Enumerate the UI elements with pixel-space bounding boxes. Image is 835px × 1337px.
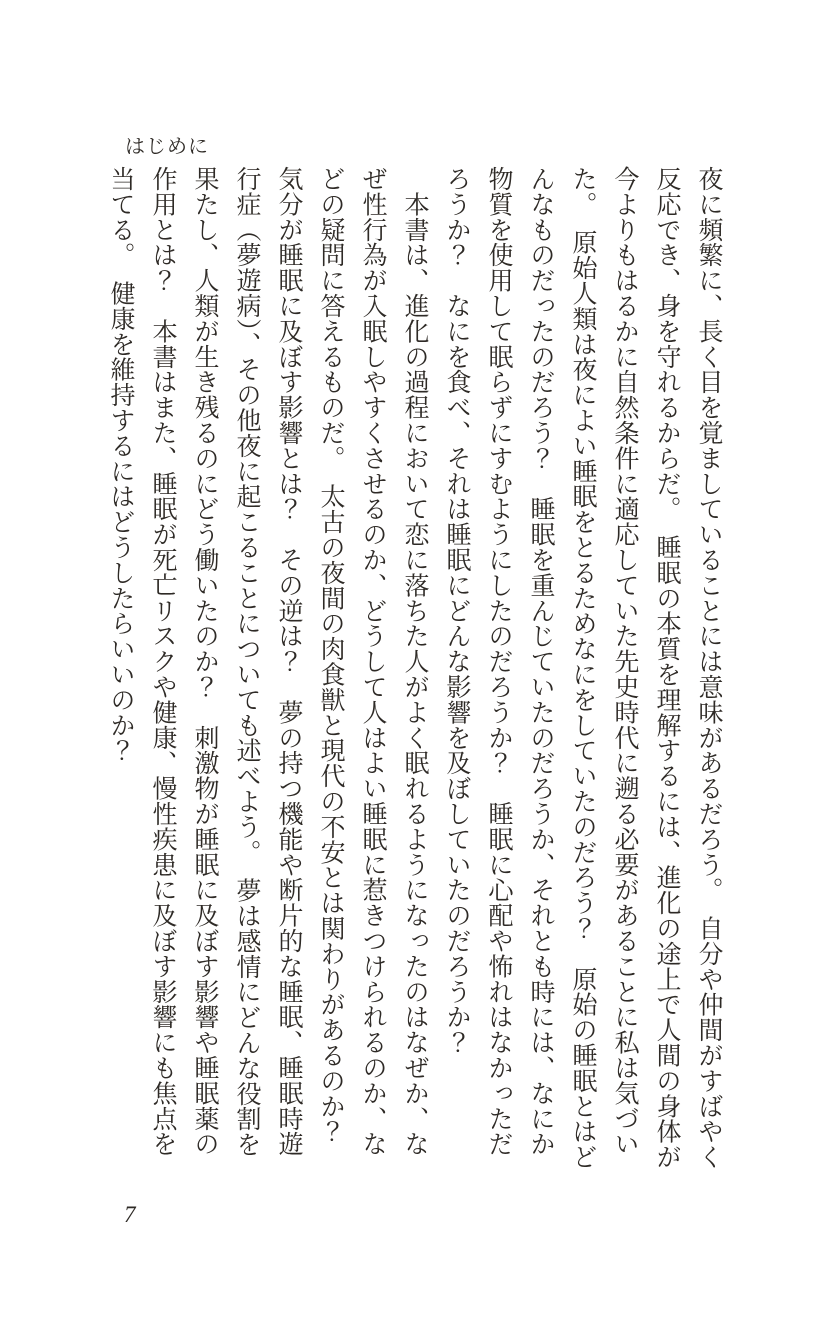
body-text-block — [99, 166, 729, 1196]
text-line: 本書は、進化の過程において恋に落ちた人がよく眠れるようになったのはなぜか、な — [401, 166, 428, 1157]
text-line: 物質を使用して眠らずにすむようにしたのだろうか？ 睡眠に心配や怖れはなかっただ — [485, 166, 512, 1157]
text-line: 果たし、人類が生き残るのにどう働いたのか？ 刺激物が睡眠に及ぼす影響や睡眠薬の — [191, 166, 218, 1157]
text-line: ろうか？ なにを食べ、それは睡眠にどんな影響を及ぼしていたのだろうか？ — [443, 166, 470, 1055]
text-line: 気分が睡眠に及ぼす影響とは？ その逆は？ 夢の持つ機能や断片的な睡眠、睡眠時遊 — [275, 166, 302, 1157]
text-line: どの疑問に答えるものだ。 太古の夜間の肉食獣と現代の不安とは関わりがあるのか？ — [317, 166, 344, 1145]
text-line: 反応でき、身を守れるからだ。 睡眠の本質を理解するには、進化の途上で人間の身体が — [653, 166, 680, 1170]
text-line: ぜ性行為が入眠しやすくさせるのか、どうして人はよい睡眠に惹きつけられるのか、な — [359, 166, 386, 1157]
text-line: 当てる。 健康を維持するにはどうしたらいいのか？ — [107, 166, 134, 764]
page-number: 7 — [124, 1202, 136, 1227]
text-line: 作用とは？ 本書はまた、睡眠が死亡リスクや健康、慢性疾患に及ぼす影響にも焦点を — [149, 166, 176, 1157]
text-line: 夜に頻繁に、長く目を覚ましていることには意味があるだろう。 自分や仲間がすばやく — [695, 166, 722, 1170]
text-line: 今よりもはるかに自然条件に適応していた先史時代に遡る必要があることに私は気づい — [611, 166, 638, 1157]
text-line: 行症（夢遊病）、その他夜に起こることについても述べよう。 夢は感情にどんな役割を — [233, 166, 260, 1157]
text-line: た。 原始人類は夜によい睡眠をとるためなにをしていたのだろう？ 原始の睡眠とはど — [569, 166, 596, 1170]
chapter-header: はじめに — [125, 136, 209, 158]
text-line: んなものだったのだろう？ 睡眠を重んじていたのだろうか、それとも時には、なにか — [527, 166, 554, 1157]
